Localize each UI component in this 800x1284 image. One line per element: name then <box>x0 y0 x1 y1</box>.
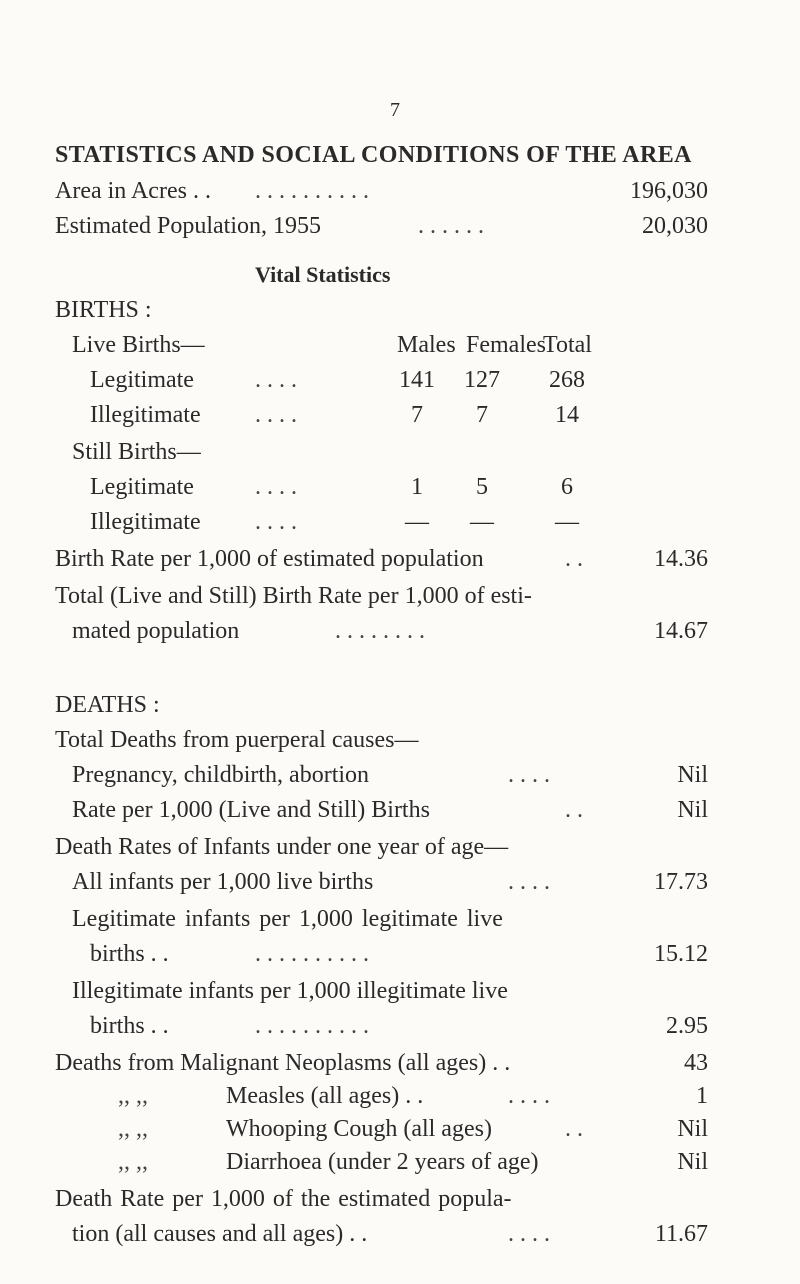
still-illegitimate-females: — <box>470 509 494 535</box>
whooping-ditto: ,, ,, <box>118 1116 148 1142</box>
deaths-heading: DEATHS : <box>55 692 160 718</box>
live-legitimate-males: 141 <box>399 367 435 393</box>
column-females: Females <box>466 332 546 358</box>
legitimate-infants-label-line1: Legitimate infants per 1,000 legitimate live <box>72 906 503 932</box>
illegitimate-infants-label-line1: Illegitimate infants per 1,000 illegitimate live <box>72 978 508 1004</box>
area-value: 196,030 <box>630 178 708 204</box>
live-illegitimate-females: 7 <box>476 402 488 428</box>
death-rate-value: 11.67 <box>654 1221 708 1247</box>
legitimate-infants-label-line2: births . . <box>90 941 169 967</box>
column-total: Total <box>543 332 592 358</box>
illegitimate-infants-value: 2.95 <box>666 1013 708 1039</box>
birth-rate-value: 14.36 <box>654 546 708 572</box>
measles-value: 1 <box>696 1083 708 1109</box>
death-rate-label-line1: Death Rate per 1,000 of the estimated popula- <box>55 1186 512 1212</box>
total-birth-rate-label-line1: Total (Live and Still) Birth Rate per 1,000 of esti- <box>55 583 532 609</box>
measles-ditto: ,, ,, <box>118 1083 148 1109</box>
birth-rate-label: Birth Rate per 1,000 of estimated population <box>55 546 484 572</box>
live-legitimate-females: 127 <box>464 367 500 393</box>
malignant-neoplasms-label: Deaths from Malignant Neoplasms (all ages) . . <box>55 1050 511 1076</box>
live-legitimate-total: 268 <box>549 367 585 393</box>
live-legitimate-dots: . . . . <box>255 367 297 393</box>
still-legitimate-males: 1 <box>411 474 423 500</box>
pregnancy-dots: . . . . <box>508 762 550 788</box>
live-births-label: Live Births— <box>72 332 205 358</box>
column-males: Males <box>397 332 456 358</box>
still-legitimate-label: Legitimate <box>90 474 194 500</box>
rate-live-still-value: Nil <box>677 797 708 823</box>
measles-label: Measles (all ages) . . <box>226 1083 424 1109</box>
total-birth-rate-label-line2: mated population <box>72 618 240 644</box>
still-births-label: Still Births— <box>72 439 201 465</box>
births-heading: BIRTHS : <box>55 297 152 323</box>
still-legitimate-females: 5 <box>476 474 488 500</box>
total-birth-rate-value: 14.67 <box>654 618 708 644</box>
measles-dots: . . . . <box>508 1083 550 1109</box>
puerperal-label: Total Deaths from puerperal causes— <box>55 727 419 753</box>
population-label: Estimated Population, 1955 <box>55 213 321 239</box>
page-heading: STATISTICS AND SOCIAL CONDITIONS OF THE AREA <box>55 142 692 168</box>
all-infants-label: All infants per 1,000 live births <box>72 869 374 895</box>
whooping-cough-dots: . . <box>565 1116 583 1142</box>
page-number: 7 <box>390 99 400 121</box>
area-dots: . . . . . . . . . . <box>255 178 369 204</box>
still-legitimate-dots: . . . . <box>255 474 297 500</box>
legitimate-infants-value: 15.12 <box>654 941 708 967</box>
birth-rate-dots: . . <box>565 546 583 572</box>
all-infants-dots: . . . . <box>508 869 550 895</box>
rate-live-still-dots: . . <box>565 797 583 823</box>
illegitimate-infants-dots: . . . . . . . . . . <box>255 1013 369 1039</box>
malignant-neoplasms-value: 43 <box>684 1050 708 1076</box>
pregnancy-value: Nil <box>677 762 708 788</box>
illegitimate-infants-label-line2: births . . <box>90 1013 169 1039</box>
still-legitimate-total: 6 <box>561 474 573 500</box>
still-illegitimate-total: — <box>555 509 579 535</box>
pregnancy-label: Pregnancy, childbirth, abortion <box>72 762 370 788</box>
still-illegitimate-males: — <box>405 509 429 535</box>
still-illegitimate-label: Illegitimate <box>90 509 201 535</box>
population-value: 20,030 <box>642 213 708 239</box>
diarrhoea-label: Diarrhoea (under 2 years of age) <box>226 1149 539 1175</box>
all-infants-value: 17.73 <box>654 869 708 895</box>
whooping-cough-label: Whooping Cough (all ages) <box>226 1116 492 1142</box>
area-label: Area in Acres . . <box>55 178 211 204</box>
whooping-cough-value: Nil <box>677 1116 708 1142</box>
live-illegitimate-males: 7 <box>411 402 423 428</box>
live-illegitimate-dots: . . . . <box>255 402 297 428</box>
live-illegitimate-total: 14 <box>555 402 579 428</box>
diarrhoea-value: Nil <box>677 1149 708 1175</box>
death-rate-label-line2: tion (all causes and all ages) . . <box>72 1221 368 1247</box>
live-illegitimate-label: Illegitimate <box>90 402 201 428</box>
population-dots: . . . . . . <box>418 213 484 239</box>
still-illegitimate-dots: . . . . <box>255 509 297 535</box>
vital-statistics-title: Vital Statistics <box>255 262 391 287</box>
total-birth-rate-dots: . . . . . . . . <box>335 618 425 644</box>
diarrhoea-ditto: ,, ,, <box>118 1149 148 1175</box>
death-rate-dots: . . . . <box>508 1221 550 1247</box>
legitimate-infants-dots: . . . . . . . . . . <box>255 941 369 967</box>
rate-live-still-label: Rate per 1,000 (Live and Still) Births <box>72 797 430 823</box>
live-legitimate-label: Legitimate <box>90 367 194 393</box>
infant-death-rates-label: Death Rates of Infants under one year of age— <box>55 834 509 860</box>
